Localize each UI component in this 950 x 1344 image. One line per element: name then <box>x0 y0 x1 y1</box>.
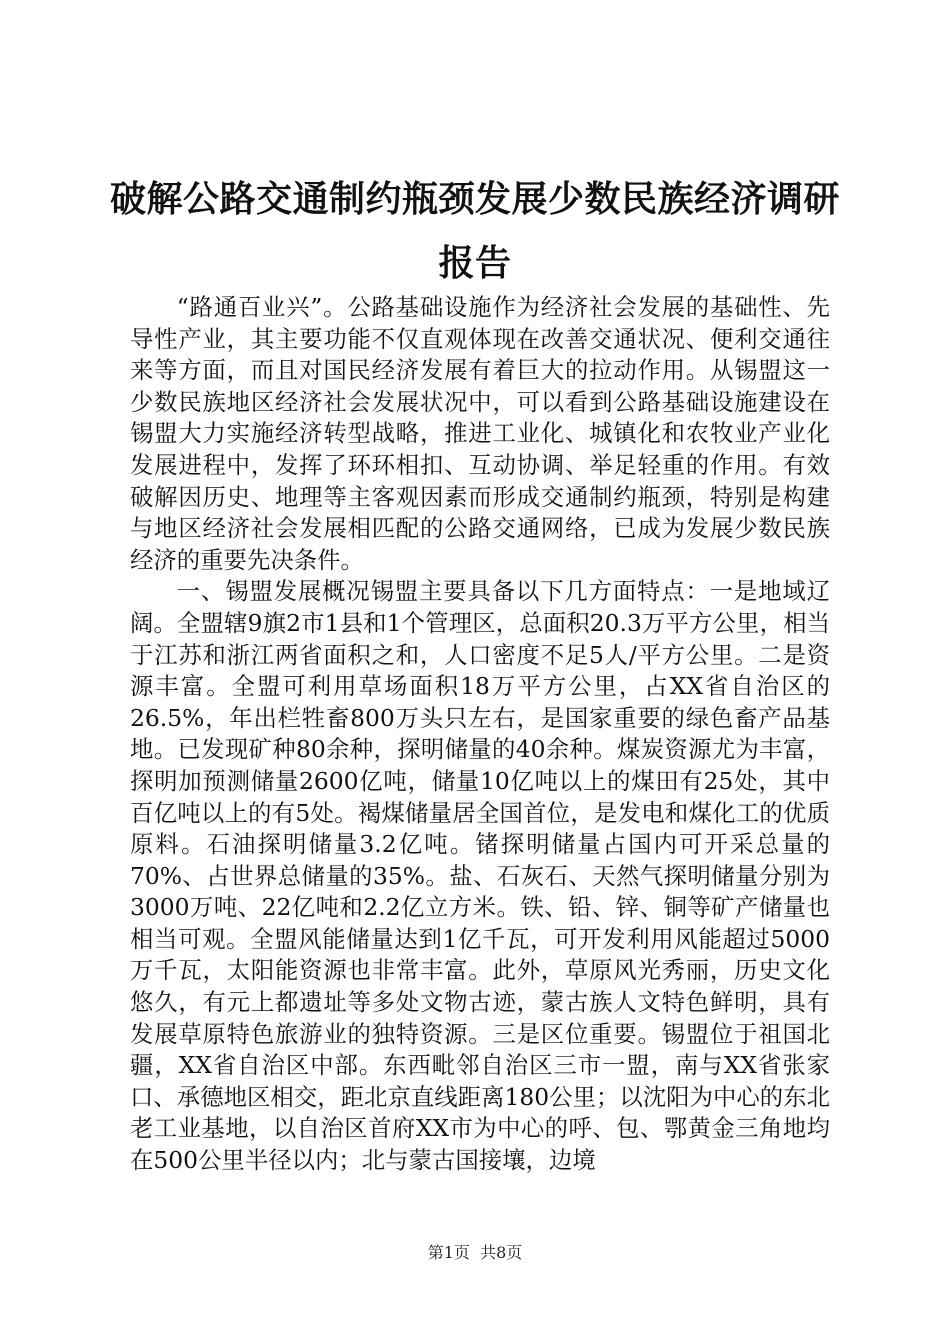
document-body <box>130 292 830 1177</box>
paragraph-intro: “路通百业兴”。公路基础设施作为经济社会发展的基础性、先导性产业，其主要功能不仅直观体现在改善交通状况、便利交通往来等方面，而且对国民经济发展有着巨大的拉动作用。从锡盟这一少数民族地区经济社会发展状况中，可以看到公路基础设施建设在锡盟大力实施经济转型战略，推进工业化、城镇化和农牧业产业化发展进程中，发挥了环环相扣、互动协调、举足轻重的作用。有效破解因历史、地理等主客观因素而形成交通制约瓶颈，特别是构建与地区经济社会发展相匹配的公路交通网络，已成为发展少数民族经济的重要先决条件。 <box>130 293 830 574</box>
paragraph-overview: 一、锡盟发展概况锡盟主要具备以下几方面特点：一是地域辽阔。全盟辖9旗2市1县和1个管理区，总面积20.3万平方公里，相当于江苏和浙江两省面积之和，人口密度不足5人/平方公里。二是资源丰富。全盟可利用草场面积18万平方公里，占XX省自治区的26.5%，年出栏牲畜800万头只左右，是国家重要的绿色畜产品基地。已发现矿种80余种，探明储量的40余种。煤炭资源尤为丰富，探明加预测储量2600亿吨，储量10亿吨以上的煤田有25处，其中百亿吨以上的有5处。褐煤储量居全国首位，是发电和煤化工的优质原料。石油探明储量3.2亿吨。锗探明储量占国内可开采总量的70%、占世界总储量的35%。盐、石灰石、天然气探明储量分别为3000万吨、22亿吨和2.2亿立方米。铁、铅、锌、铜等矿产储量也相当可观。全盟风能储量达到1亿千瓦，可开发利用风能超过5000万千瓦，太阳能资源也非常丰富。此外，草原风光秀丽，历史文化悠久，有元上都遗址等多处文物古迹，蒙古族人文特色鲜明，具有发展草原特色旅游业的独特资源。三是区位重要。锡盟位于祖国北疆，XX省自治区中部。东西毗邻自治区三市一盟，南与XX省张家口、承德地区相交，距北京直线距离180公里；以沈阳为中心的东北老工业基地，以自治区首府XX市为中心的呼、包、鄂黄金三角地均在500公里半径以内；北与蒙古国接壤，边境 <box>130 577 830 1175</box>
document-title: 破解公路交通制约瓶颈发展少数民族经济调研报告 <box>109 179 840 284</box>
page-total: 共8页 <box>480 1243 523 1262</box>
page-footer <box>0 1243 950 1263</box>
page-number: 第1页 <box>427 1243 470 1262</box>
